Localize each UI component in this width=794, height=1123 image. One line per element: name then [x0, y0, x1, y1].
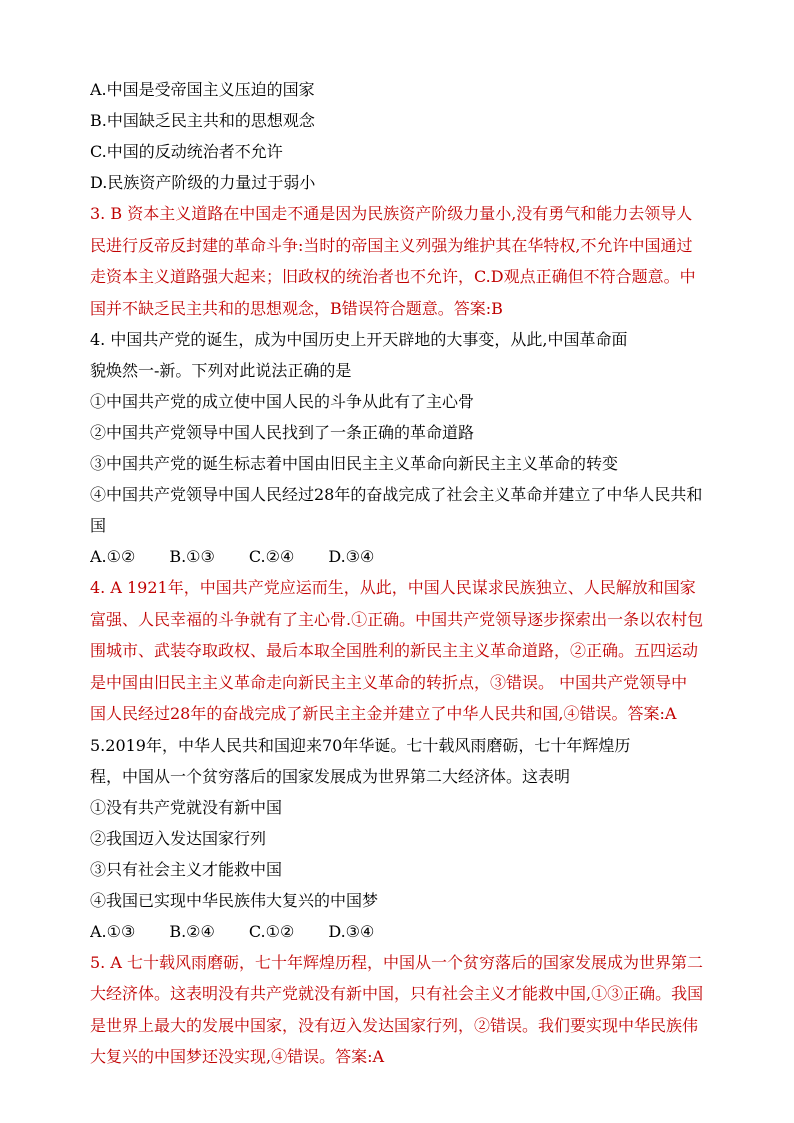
question-5-option-d: D.③④ — [328, 921, 375, 941]
question-4-item: ①中国共产党的成立使中国人民的斗争从此有了主心骨 — [90, 392, 475, 411]
question-5-item: ④我国已实现中华民族伟大复兴的中国梦 — [90, 890, 379, 910]
answer-5 — [90, 947, 708, 1073]
question-4-stem: 貌焕然一-新。下列对此说法正确的是 — [90, 361, 352, 380]
answer-4-line: 国人民经过28年的奋战完成了新民主主金并建立了中华人民共和国,④错误。答案:A — [90, 704, 677, 723]
answer-5-line: 大经济体。这表明没有共产党就没有新中国，只有社会主义才能救中国,①③正确。我国 — [90, 984, 704, 1003]
answer-5-line: 大复兴的中国梦还没实现,④错误。答案:A — [90, 1047, 385, 1066]
question-4-options — [90, 541, 708, 572]
question-5-option-c: C.①② — [248, 921, 295, 941]
question-4-item: 国 — [90, 516, 107, 535]
question-4 — [90, 324, 708, 572]
question-5-option-b: B.②④ — [169, 921, 215, 941]
answer-4-line: 富强、人民幸福的斗争就有了主心骨.①正确。中国共产党领导逐步探索出一条以农村包 — [90, 609, 704, 629]
q2-options — [90, 74, 708, 198]
answer-4 — [90, 572, 708, 730]
question-5 — [90, 730, 708, 947]
question-4-stem: 4. 中国共产党的诞生，成为中国历史上开天辟地的大事变，从此,中国革命面 — [90, 330, 628, 349]
document-page — [90, 74, 708, 1073]
question-4-option-a: A.①② — [90, 547, 136, 566]
answer-4-line: 是中国由旧民主主义革命走向新民主主义革命的转折点，③错误。 中国共产党领导中 — [90, 672, 688, 692]
question-4-item: ②中国共产党领导中国人民找到了一条正确的革命道路 — [90, 423, 475, 442]
answer-4-line: 4. A 1921年，中国共产党应运而生，从此，中国人民谋求民族独立、人民解放和国家 — [90, 578, 696, 597]
question-5-stem: 5.2019年，中华人民共和国迎来70年华诞。七十载风雨磨砺，七十年辉煌历 — [90, 735, 631, 755]
answer-4-line: 围城市、武装夺取政权、最后本取全国胜利的新民主主义革命道路，②正确。五四运动 — [90, 641, 699, 660]
question-4-item: ④中国共产党领导中国人民经过28年的奋战完成了社会主义革命并建立了中华人民共和 — [90, 485, 703, 504]
question-4-option-b: B.①③ — [169, 547, 215, 566]
question-5-item: ②我国迈入发达国家行列 — [90, 828, 267, 848]
q2-option-a: A.中国是受帝国主义压迫的国家 — [90, 80, 315, 99]
answer-3-line: 走资本主义道路强大起来；旧政权的统治者也不允许，C.D观点正确但不符合题意。中 — [90, 267, 696, 286]
q2-option-c: C.中国的反动统治者不允许 — [90, 142, 283, 161]
q2-option-d: D.民族资产阶级的力量过于弱小 — [90, 173, 316, 192]
answer-3-line: 国并不缺乏民主共和的思想观念，B错误符合题意。答案:B — [90, 298, 503, 318]
q2-option-b: B.中国缺乏民主共和的思想观念 — [90, 111, 315, 130]
question-4-item: ③中国共产党的诞生标志着中国由旧民主主义革命向新民主主义革命的转变 — [90, 454, 619, 473]
question-5-option-a: A.①③ — [90, 921, 136, 941]
question-4-option-c: C.②④ — [248, 547, 295, 566]
question-5-item: ①没有共产党就没有新中国 — [90, 797, 283, 817]
answer-3-line: 民进行反帝反封建的革命斗争:当时的帝国主义列强为维护其在华特权,不允许中国通过 — [90, 235, 693, 255]
question-4-option-d: D.③④ — [328, 547, 375, 566]
question-5-options — [90, 916, 708, 947]
question-5-stem: 程，中国从一个贫穷落后的国家发展成为世界第二大经济体。这表明 — [90, 766, 571, 786]
answer-3 — [90, 198, 708, 324]
answer-3-line: 3. B 资本主义道路在中国走不通是因为民族资产阶级力量小,没有勇气和能力去领导人 — [90, 204, 693, 223]
question-5-item: ③只有社会主义才能救中国 — [90, 859, 283, 879]
answer-5-line: 5. A 七十载风雨磨砺，七十年辉煌历程，中国从一个贫穷落后的国家发展成为世界第二 — [90, 952, 703, 972]
answer-5-line: 是世界上最大的发展中国家，没有迈入发达国家行列，②错误。我们要实现中华民族伟 — [90, 1015, 699, 1035]
